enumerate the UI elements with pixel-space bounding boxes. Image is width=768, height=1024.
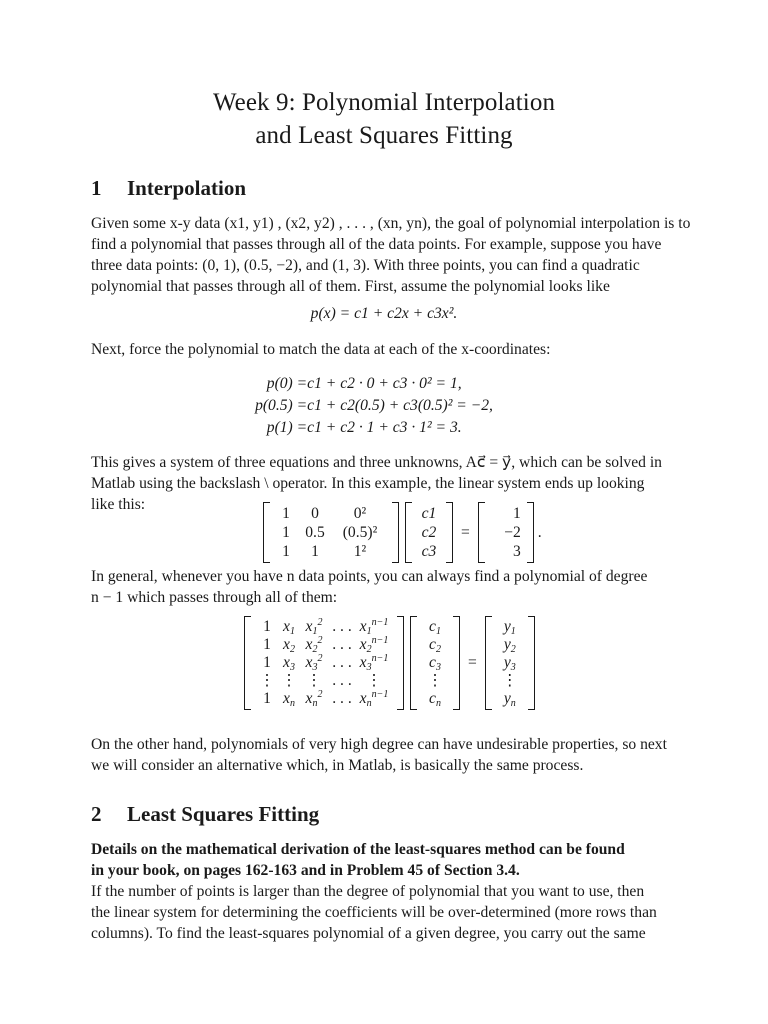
matrix-a [263,502,399,563]
matrix-cell: 0.5 [305,524,325,541]
text-line: Matlab using the backslash \ operator. In this example, the linear system ends up looking [91,475,645,492]
text-line: If the number of points is larger than the degree of polynomial that you want to use, then [91,883,645,900]
matrix-cell: 1 [282,505,290,522]
equation-rhs: c1 + c2 · 1 + c3 · 1² = 3. [307,419,462,436]
matrix-cell: 1 [282,543,290,560]
text-line: This gives a system of three equations and three unknowns, Ac⃗ = y⃗, which can be solved in [91,454,662,471]
equation-lhs: p(1) = [266,419,308,436]
section-1-title: Interpolation [127,176,247,200]
section-1-number: 1 [91,176,102,200]
section-2-number: 2 [91,802,102,826]
equation-array [0,373,768,439]
equation-lhs: p(0.5) = [255,397,308,414]
section-1-paragraph-2 [91,339,679,360]
text-line: Details on the mathematical derivation of the least-squares method can be found [91,841,625,858]
vector-cell: c3 [421,543,437,560]
data-vector: $y_1$ $y_2$ $y_3$ ⋮ $y_n$ [485,616,535,710]
matrix-cell: 1 [311,543,319,560]
section-2-bold-note [91,839,679,881]
equation-rhs: c1 + c2 · 0 + c3 · 0² = 1, [307,375,462,392]
matrix-cell: 1² [353,543,367,560]
linear-system-general [244,616,535,710]
text-line: On the other hand, polynomials of very high degree can have undesirable properties, so next [91,736,667,753]
vector-cell: c2 [421,524,437,541]
text-line: Given some x-y data (x1, y1) , (x2, y2) , . . . , (xn, yn), the goal of polynomial interpolation is to [91,215,691,232]
vector-cell: 3 [513,543,521,560]
title-line-1: Week 9: Polynomial Interpolation [212,89,556,116]
text-line: in your book, on pages 162-163 and in Problem 45 of Section 3.4. [91,862,520,879]
vector-y [478,502,534,563]
equation-polynomial: p(x) = c1 + c2x + c3x². [310,305,458,322]
vector-cell: −2 [504,524,521,541]
section-2-title: Least Squares Fitting [127,802,320,826]
section-2-paragraph-1 [91,881,679,944]
linear-system-3x3 [263,502,542,563]
text-line: Next, force the polynomial to match the data at each of the x-coordinates: [91,341,551,358]
text-line: we will consider an alternative which, in Matlab, is basically the same process. [91,757,584,774]
equation-rhs: c1 + c2(0.5) + c3(0.5)² = −2, [307,397,493,414]
matrix-cell: 0² [353,505,367,522]
section-1-paragraph-1 [91,213,691,297]
text-line: three data points: (0, 1), (0.5, −2), and (1, 3). With three points, you can find a quadratic [91,257,640,274]
matrix-cell: 1 [282,524,290,541]
matrix-cell: (0.5)² [342,524,378,541]
text-line: the linear system for determining the coefficients will be over-determined (more rows than [91,904,657,921]
text-line: find a polynomial that passes through all of the data points. For example, suppose you have [91,236,662,253]
period: . [537,523,542,541]
matrix-cell: 0 [311,505,319,522]
section-2-heading [91,800,319,828]
text-line: n − 1 which passes through all of them: [91,589,338,606]
title-line-2: and Least Squares Fitting [255,122,513,149]
equals-sign: = [461,523,470,541]
vector-c [405,502,453,563]
text-line: columns). To find the least-squares polynomial of a given degree, you carry out the same [91,925,646,942]
text-line: In general, whenever you have n data points, you can always find a polynomial of degree [91,568,648,585]
section-1-paragraph-5 [91,734,679,776]
equals-sign: = [468,654,477,671]
section-1-paragraph-4 [91,566,679,608]
text-line: like this: [91,496,146,513]
section-1-heading [91,174,246,202]
vector-cell: 1 [513,505,521,522]
text-line: polynomial that passes through all of them. First, assume the polynomial looks like [91,278,610,295]
equation-lhs: p(0) = [266,375,308,392]
coefficient-vector: $c_1$ $c_2$ $c_3$ ⋮ $c_n$ [410,616,460,710]
vandermonde-matrix: 1 $x_1$ $x_1^2$ . . . $x_1^{n-1}$ 1 $x_2$ $x_2^2$ . . . $x_2^{n-1}$ 1 $x_3$ $x_3^2$ . . . $x_3^{n-1}$ ⋮ ⋮ ⋮ . . . ⋮ 1 $x_n$ $x_n^2$ . . . $x_n^{n-1}$ [244,616,404,710]
vector-cell: c1 [421,505,437,522]
